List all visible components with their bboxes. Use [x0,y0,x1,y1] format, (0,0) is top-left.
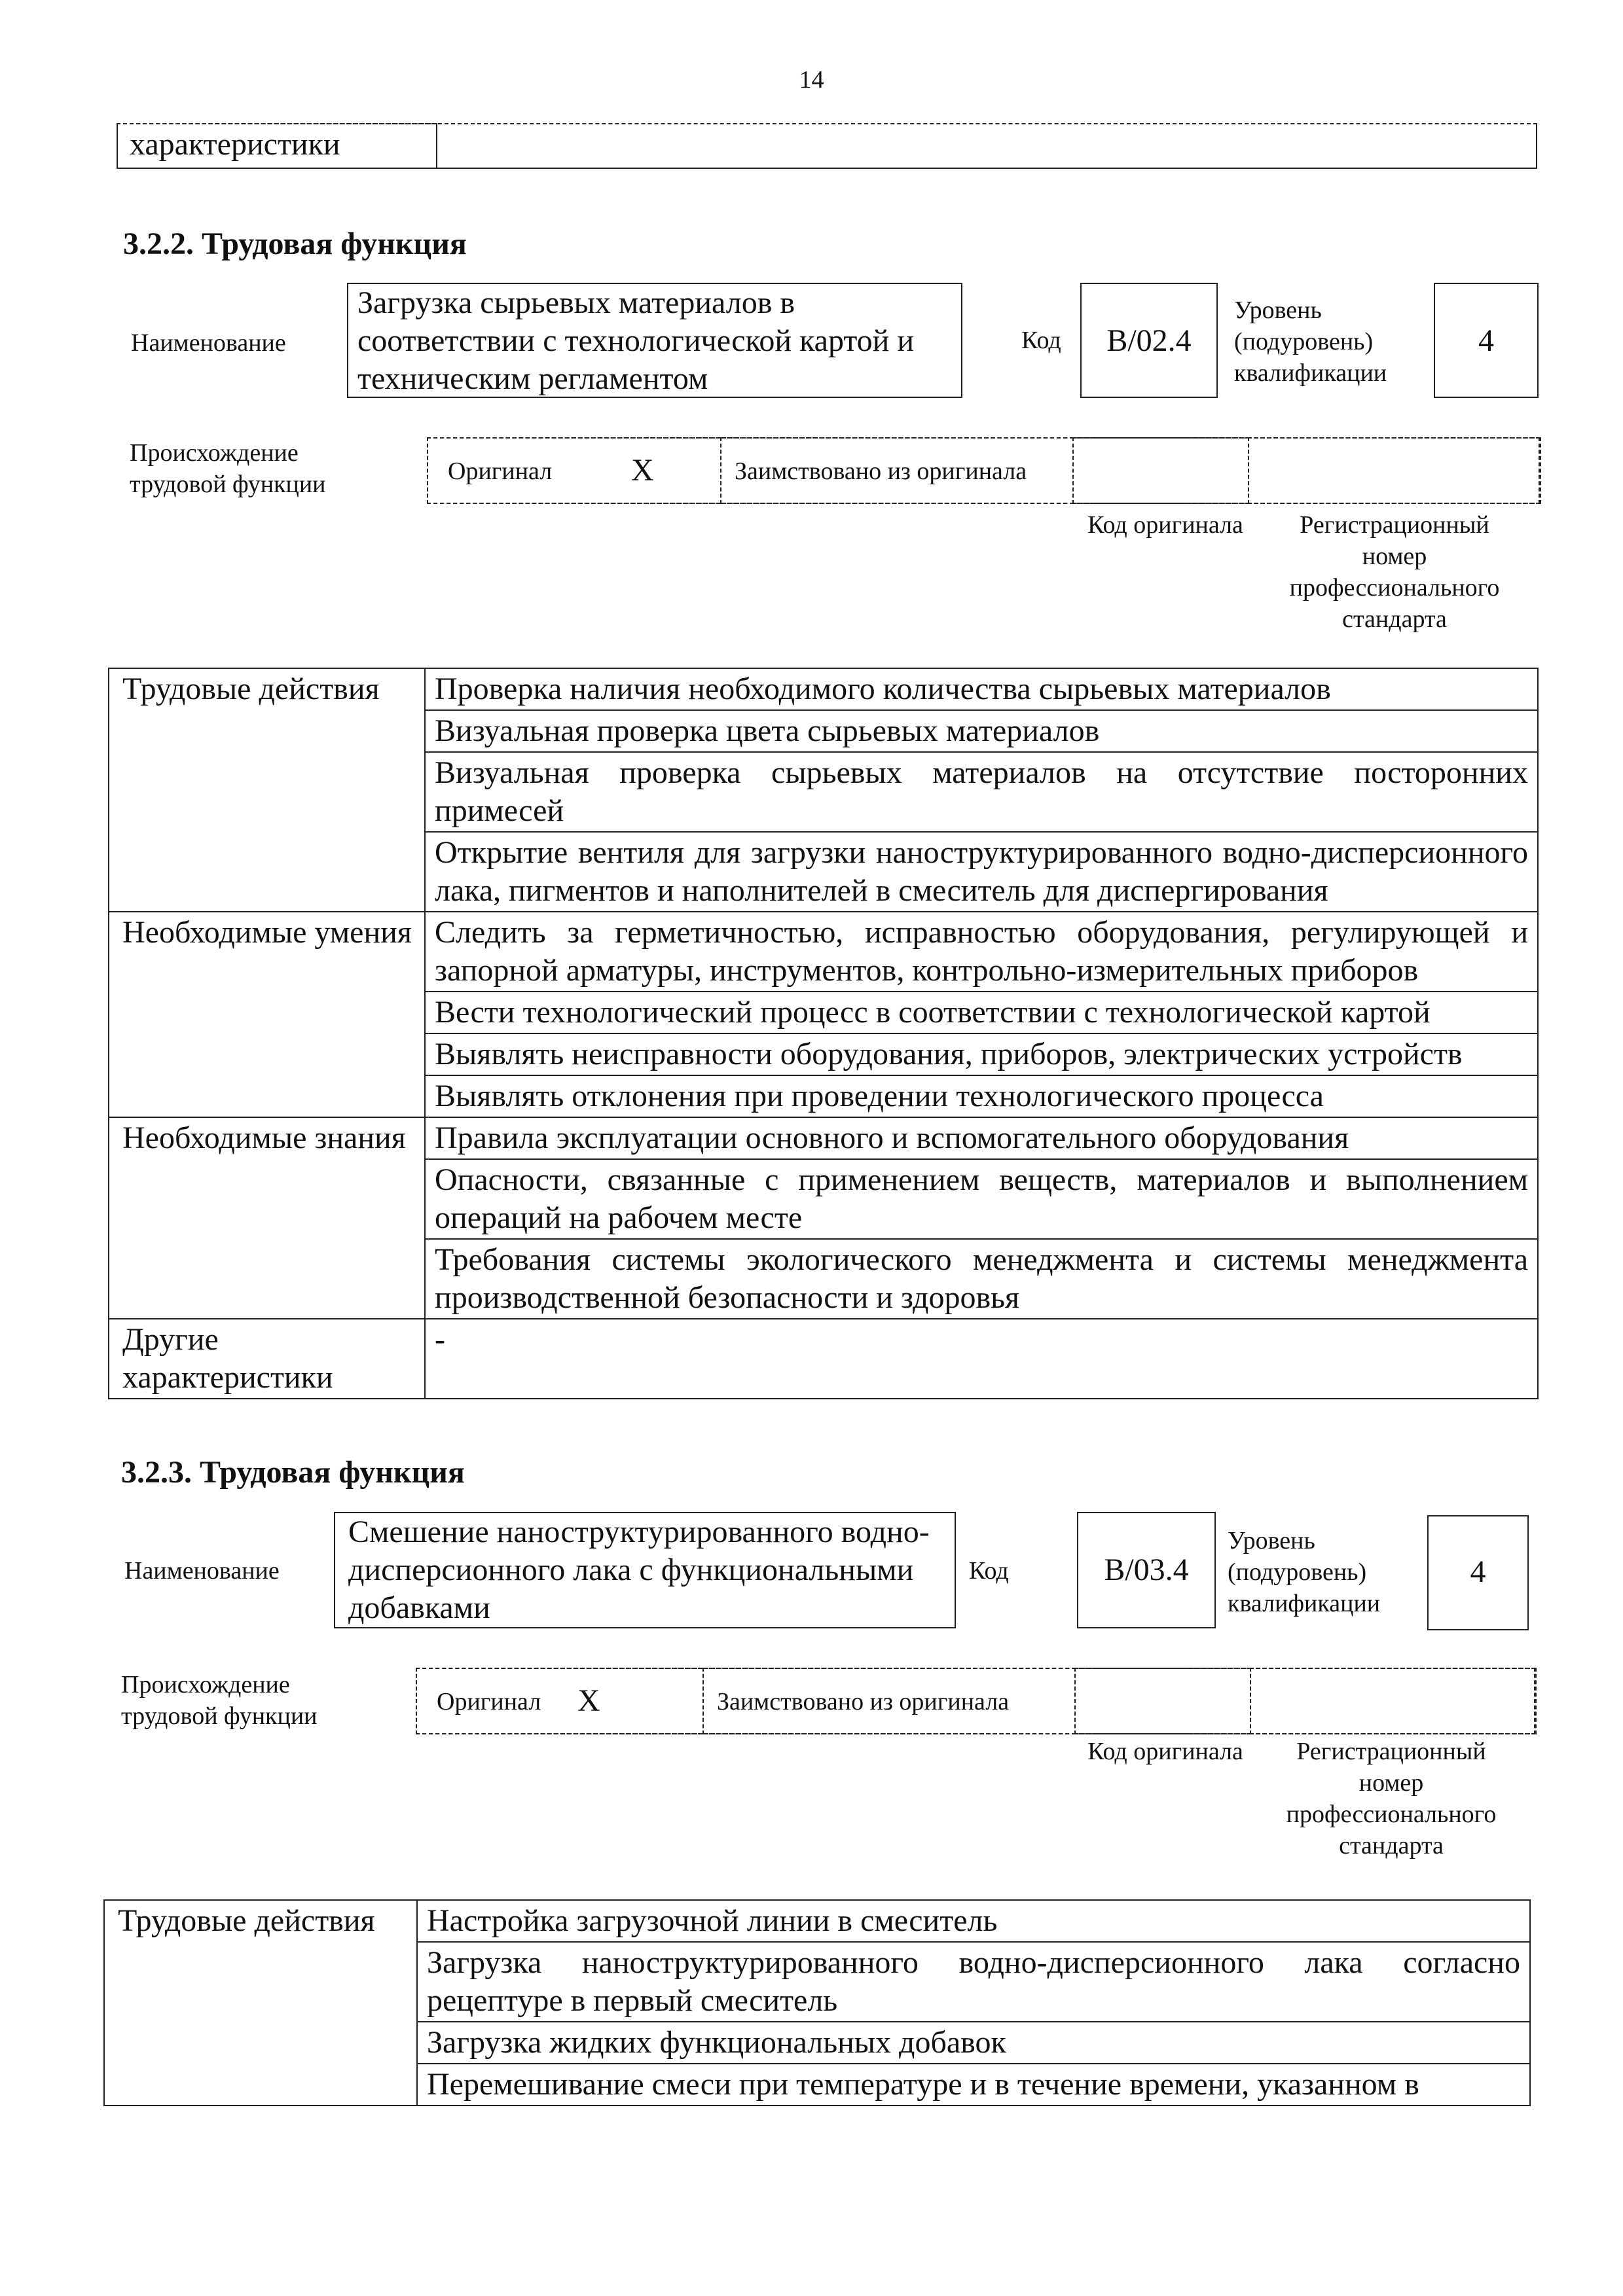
name-label: Наименование [124,1557,280,1585]
code-value-box [1080,283,1218,398]
code-value: B/02.4 [1106,323,1192,358]
borrowed-cell [702,1668,1076,1734]
borrowed-cell [720,437,1074,504]
prev-table-header-cell [117,123,437,169]
original-mark: X [631,453,654,488]
labor-function-table-3-2-3 [103,1899,1531,2106]
level-label: Уровень (подуровень) квалификации [1228,1527,1381,1617]
borrowed-label: Заимствовано из оригинала [735,457,1027,485]
section-title-3-2-3: 3.2.3. Трудовая функция [121,1455,465,1490]
prev-table-label: характеристики [130,127,340,162]
origin-table [416,1668,1535,1734]
section-title-3-2-2: 3.2.2. Трудовая функция [123,226,467,261]
table-cell: Выявлять отклонения при проведении технологического процесса [425,1075,1538,1117]
origin-table [427,437,1540,504]
page-number: 14 [799,66,824,94]
table-row [109,1117,1538,1159]
row-header: Необходимые знания [109,1117,425,1319]
level-value: 4 [1478,323,1494,358]
prev-table-fragment [117,123,1537,169]
orig-code-cell [1072,437,1249,504]
table-cell: Вести технологический процесс в соответствии с технологической картой [425,992,1538,1033]
code-label: Код [1021,327,1061,354]
code-value: B/03.4 [1104,1552,1189,1587]
table-row [109,912,1538,992]
row-header: Другие характеристики [109,1319,425,1399]
code-label: Код [969,1557,1009,1585]
original-label: Оригинал [448,457,553,485]
reg-number-cell [1248,437,1541,504]
table-row [109,668,1538,710]
table-cell: Проверка наличия необходимого количества сырьевых материалов [425,668,1538,710]
name-value: Смешение наноструктурированного водно-дисперсионного лака с функциональными добавками [348,1515,930,1625]
level-value: 4 [1470,1554,1486,1589]
table-cell: Следить за герметичностью, исправностью оборудования, регулирующей и запорной арматуры, инструментов, контрольно-измерительных приборов [425,912,1538,992]
table-cell: Настройка загрузочной линии в смеситель [417,1900,1530,1942]
level-value-box [1427,1515,1529,1630]
table-cell: Правила эксплуатации основного и вспомогательного оборудования [425,1117,1538,1159]
orig-code-caption: Код оригинала [1087,511,1243,539]
original-label: Оригинал [437,1688,541,1715]
table-cell: Опасности, связанные с применением веществ, материалов и выполнением операций на рабочем месте [425,1159,1538,1239]
reg-number-caption: Регистрационный номер профессионального стандарта [1289,511,1500,633]
orig-code-caption: Код оригинала [1087,1738,1243,1765]
table-cell: Перемешивание смеси при температуре и в течение времени, указанном в [417,2064,1530,2106]
borrowed-label: Заимствовано из оригинала [717,1688,1010,1715]
original-cell [416,1668,704,1734]
table-row [109,1319,1538,1399]
level-value-box [1434,283,1539,398]
origin-label: Происхождение трудовой функции [121,1671,318,1730]
origin-label: Происхождение трудовой функции [130,439,326,498]
table-cell: - [425,1319,1538,1399]
name-label: Наименование [131,329,286,357]
row-header: Трудовые действия [109,668,425,912]
reg-number-cell [1250,1668,1537,1734]
table-cell: Визуальная проверка цвета сырьевых материалов [425,710,1538,752]
table-cell: Загрузка жидких функциональных добавок [417,2022,1530,2064]
reg-number-caption: Регистрационный номер профессионального стандарта [1286,1738,1497,1859]
name-value-box [347,283,962,398]
table-cell: Загрузка наноструктурированного водно-дисперсионного лака согласно рецептуре в первый смеситель [417,1942,1530,2022]
name-value-box [334,1512,956,1628]
table-cell: Требования системы экологического менеджмента и системы менеджмента производственной безопасности и здоровья [425,1239,1538,1319]
table-cell: Открытие вентиля для загрузки наноструктурированного водно-дисперсионного лака, пигментов и наполнителей в смеситель для диспергирования [425,832,1538,912]
table-cell: Визуальная проверка сырьевых материалов на отсутствие посторонних примесей [425,752,1538,832]
row-header: Трудовые действия [104,1900,417,2106]
level-label: Уровень (подуровень) квалификации [1234,296,1387,387]
code-value-box [1077,1512,1216,1628]
original-cell [427,437,721,504]
table-cell: Выявлять неисправности оборудования, приборов, электрических устройств [425,1033,1538,1075]
original-mark: X [577,1683,600,1718]
orig-code-cell [1074,1668,1251,1734]
name-value: Загрузка сырьевых материалов в соответствии с технологической картой и техническим регламентом [357,285,915,396]
row-header: Необходимые умения [109,912,425,1117]
labor-function-table-3-2-2 [108,668,1539,1399]
table-row [104,1900,1530,1942]
